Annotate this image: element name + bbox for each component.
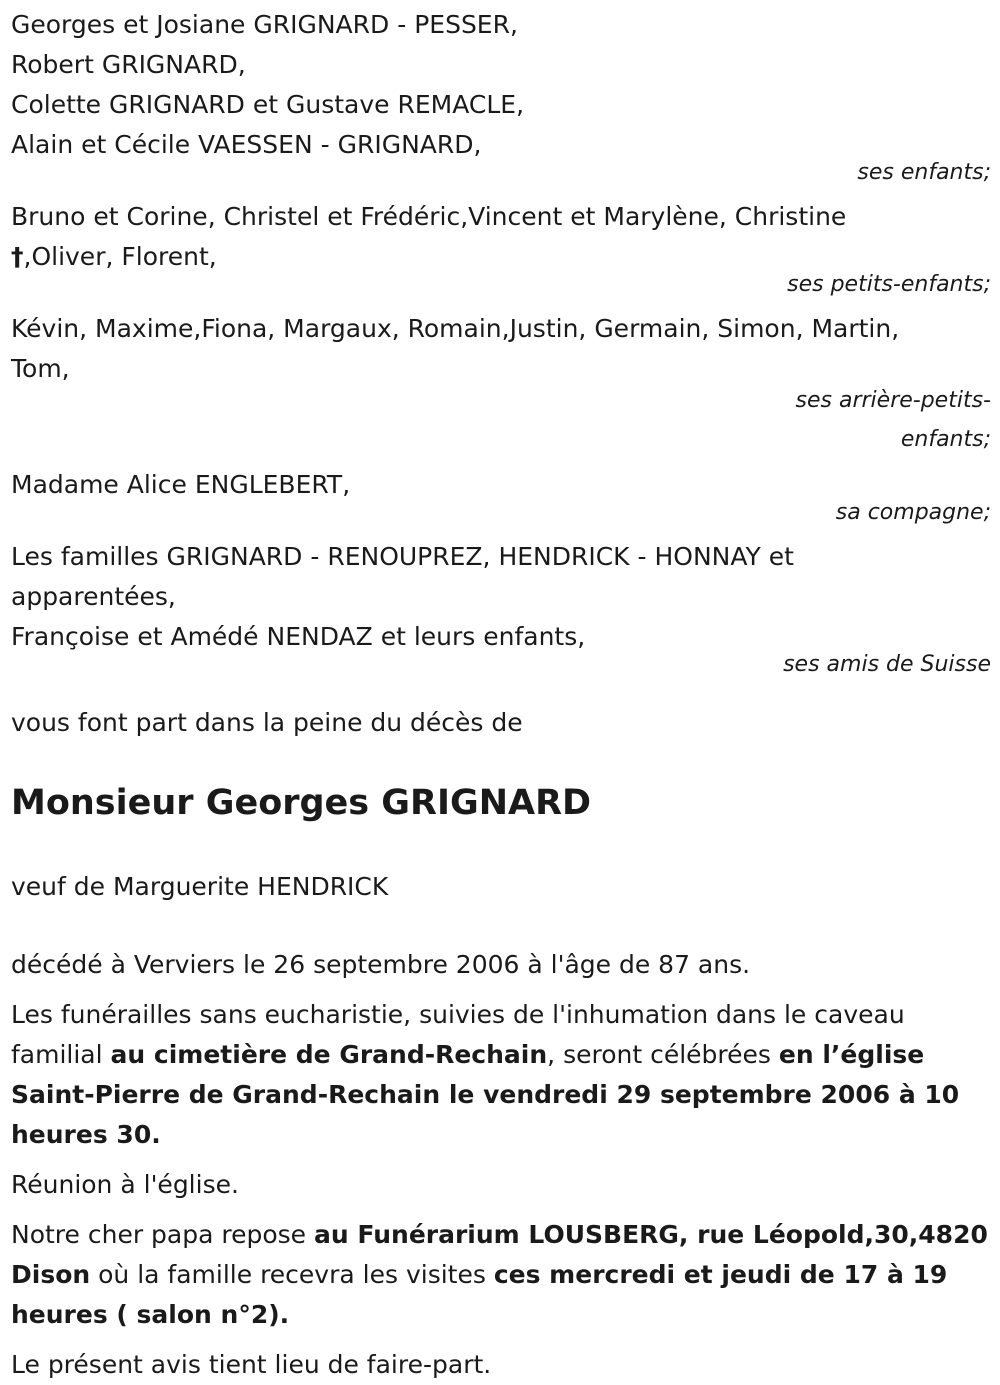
child-line: Robert GRIGNARD,	[11, 50, 246, 79]
great-grandchildren-block	[11, 309, 991, 459]
grandchildren-block	[11, 197, 991, 301]
children-block	[11, 0, 991, 189]
grandchildren-line: Bruno et Corine, Christel et Frédéric,Vincent et Marylène, Christine	[11, 202, 847, 231]
child-line: Alain et Cécile VAESSEN - GRIGNARD,	[11, 130, 482, 159]
meeting-text: Réunion à l'église.	[11, 1170, 239, 1199]
great-grandchildren-line: Kévin, Maxime,Fiona, Margaux, Romain,Justin, Germain, Simon, Martin,	[11, 314, 900, 343]
great-grandchildren-role: ses arrière-petits-	[795, 388, 991, 413]
funeral-paragraph: Les funérailles sans eucharistie, suivies de l'inhumation dans le caveau familial au cimetière de Grand-Rechain, seront célébrées en l’église Saint-Pierre de Grand-Rechain le vendredi 29 septembre 2006 à 10 heures 30.	[11, 1000, 960, 1149]
cemetery-name: au cimetière de Grand-Rechain	[110, 1040, 548, 1069]
child-line: Colette GRIGNARD et Gustave REMACLE,	[11, 90, 525, 119]
companion-role: sa compagne;	[835, 500, 991, 525]
companion-line: Madame Alice ENGLEBERT,	[11, 470, 351, 499]
great-grandchildren-role: enfants;	[900, 427, 991, 452]
families-line: apparentées,	[11, 582, 176, 611]
cross-symbol: †	[11, 242, 24, 271]
families-line: Les familles GRIGNARD - RENOUPREZ, HENDRICK - HONNAY et	[11, 542, 794, 571]
widower-text: veuf de Marguerite HENDRICK	[11, 872, 389, 901]
child-line: Georges et Josiane GRIGNARD - PESSER,	[11, 10, 518, 39]
closing-text: Le présent avis tient lieu de faire-part.	[11, 1350, 492, 1379]
rest-paragraph: Notre cher papa repose au Funérarium LOUSBERG, rue Léopold,30,4820 Dison où la famille recevra les visites ces mercredi et jeudi de 17 à 19 heures ( salon n°2).	[11, 1220, 988, 1329]
ceremony-details: en l’église Saint-Pierre de Grand-Rechain le vendredi 29 septembre 2006 à 10 heures 30.	[11, 1040, 960, 1149]
death-info: décédé à Verviers le 26 septembre 2006 à l'âge de 87 ans.	[11, 950, 751, 979]
grandchildren-role: ses petits-enfants;	[787, 272, 991, 297]
friends-role: ses amis de Suisse	[783, 652, 991, 677]
funerarium-address: au Funérarium LOUSBERG, rue Léopold,30,4820 Dison	[11, 1220, 988, 1289]
great-grandchildren-line: Tom,	[11, 354, 70, 383]
announcement-text: vous font part dans la peine du décès de	[11, 708, 523, 737]
grandchildren-line-text: ,Oliver, Florent,	[23, 242, 217, 271]
deceased-name: Monsieur Georges GRIGNARD	[11, 783, 592, 823]
obituary-notice	[11, 0, 991, 1385]
families-block	[11, 537, 991, 681]
companion-block	[11, 465, 991, 529]
visiting-hours: ces mercredi et jeudi de 17 à 19 heures ( salon n°2).	[11, 1260, 948, 1329]
friends-line: Françoise et Amédé NENDAZ et leurs enfants,	[11, 622, 586, 651]
children-role: ses enfants;	[857, 160, 991, 185]
